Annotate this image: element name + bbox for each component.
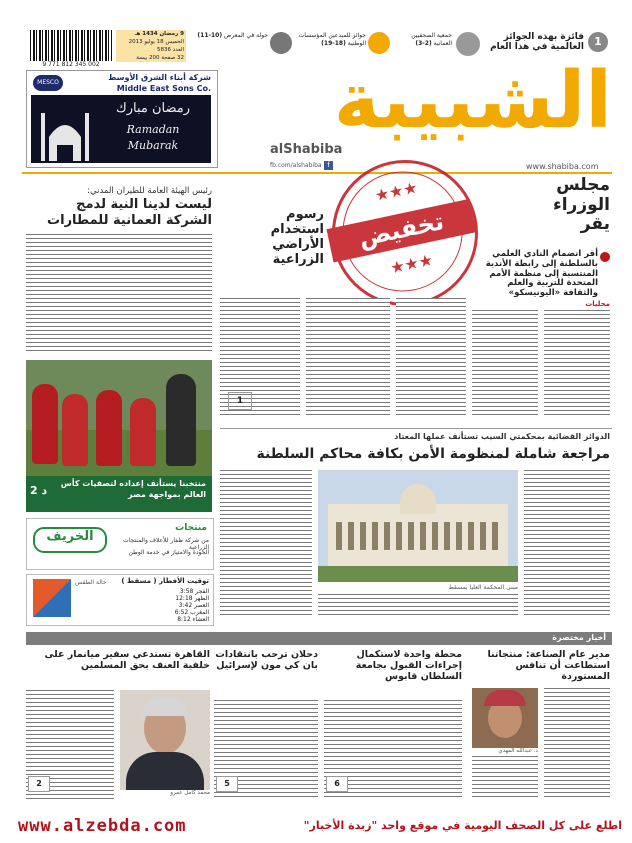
date-line: العدد 5836 bbox=[157, 47, 184, 53]
date-box bbox=[116, 30, 186, 62]
website-url[interactable]: www.shabiba.com bbox=[526, 162, 599, 171]
page-ref-badge: 5 bbox=[216, 776, 238, 792]
teaser[interactable] bbox=[296, 32, 366, 48]
ad-banner[interactable] bbox=[26, 70, 218, 168]
stamp-stars-top: ★★★ bbox=[373, 177, 420, 206]
prayer-time: 3:58 bbox=[179, 588, 194, 595]
date-line: 32 صفحة 200 بيسة bbox=[136, 55, 184, 61]
lead-sub-line: رسوم bbox=[286, 207, 324, 222]
prayer-row bbox=[75, 616, 209, 623]
brief-headline[interactable]: القاهرة تستدعي سفير ميانمار على خلفية العنف بحق المسلمين bbox=[44, 649, 210, 671]
stamp-word: تخفيض bbox=[356, 207, 447, 253]
khareef-line-2: الجودة والامتياز في خدمة الوطن bbox=[128, 549, 209, 556]
barcode bbox=[30, 30, 112, 62]
ad-greeting-en-2: Mubarak bbox=[127, 139, 179, 152]
aviation-kicker: رئيس الهيئة العامة للطيران المدني: bbox=[87, 186, 212, 196]
date-line: الخميس 18 يوليو 2013 bbox=[128, 39, 184, 45]
section-tag: محليات bbox=[585, 300, 610, 308]
teaser-text: جولة في المعرض bbox=[224, 32, 268, 39]
side-story-icon bbox=[600, 252, 610, 262]
prayer-row bbox=[75, 588, 209, 595]
lead-body-col bbox=[306, 298, 390, 418]
player bbox=[96, 390, 122, 466]
footer-url[interactable]: www.alzebda.com bbox=[18, 816, 187, 836]
prayer-row bbox=[75, 595, 209, 602]
brief-photo bbox=[120, 690, 210, 790]
player bbox=[130, 398, 156, 466]
prayer-name: العشاء bbox=[192, 616, 209, 623]
prayer-time: 6:52 bbox=[174, 609, 189, 616]
lead-sub-line: استخدام bbox=[270, 221, 324, 237]
teaser[interactable] bbox=[392, 32, 452, 48]
brief-photo-caption: محمد كامل عمرو bbox=[170, 790, 210, 796]
brief-photo bbox=[472, 688, 538, 748]
sports-page-ref: 2 د bbox=[30, 484, 48, 497]
teaser-main[interactable]: فائزة بهذه الجوائز العالمية في هذا العام bbox=[490, 32, 584, 53]
ad-greeting-ar: رمضان مبارك bbox=[116, 101, 190, 116]
prayer-title: توقيت الأفطار ( مسقط ) bbox=[121, 577, 209, 585]
court-caption: مبنى المحكمة العليا بمسقط bbox=[448, 584, 518, 591]
justice-kicker: الدوائر القضائية بمحكمتي السيب تستأنف عملها المعتاد bbox=[394, 432, 610, 441]
logo-text-ar: الشبيبة bbox=[333, 56, 612, 146]
lead-body-col bbox=[396, 298, 466, 418]
brief-photo-caption: د. عبدالله المهدي bbox=[498, 748, 538, 754]
footer-bar bbox=[0, 812, 632, 840]
weather-label: حالة الطقس bbox=[75, 579, 107, 586]
prayer-name: الظهر bbox=[194, 595, 209, 602]
khareef-title: الخريف bbox=[46, 529, 94, 544]
khareef-label: منتجات bbox=[175, 523, 207, 533]
lead-headline-sub[interactable] bbox=[232, 208, 324, 268]
stamp-stars-bottom: ★★★ bbox=[388, 250, 435, 278]
prayer-name: العصر bbox=[194, 602, 209, 609]
goalkeeper bbox=[166, 374, 196, 466]
aviation-headline-1[interactable]: ليست لدينا النية لدمج bbox=[76, 197, 212, 212]
lead-headline-main[interactable]: مجلس الوزراء يقر bbox=[553, 175, 610, 235]
prayer-row bbox=[75, 609, 209, 616]
brief-headline[interactable]: دحلان ترحب بانتقادات بان كي مون لإسرائيل bbox=[215, 649, 318, 671]
aviation-headline-2[interactable]: الشركة العمانية للمطارات bbox=[47, 213, 212, 228]
khareef-ad[interactable] bbox=[26, 518, 214, 570]
briefs-label: أخبار مختصرة bbox=[552, 633, 606, 642]
prayer-time: 3:42 bbox=[178, 602, 193, 609]
side-story-text[interactable]: أقر انضمام النادي العلمي بالسلطنة إلى رابطة الأندية المنتسبة إلى منظمة الأمم المتحدة للتربية والعلم والثقافة «اليونيسكو» bbox=[485, 249, 598, 299]
prayer-time: 12:18 bbox=[175, 595, 193, 602]
prayer-name: الفجر bbox=[195, 588, 209, 595]
briefs-bar bbox=[26, 632, 612, 645]
teaser-num: (18-19) bbox=[321, 40, 346, 47]
brief-headline[interactable]: مدير عام الصناعة: منتجاتنا استطاعت أن تنافس المستوردة bbox=[487, 649, 610, 682]
masthead-logo[interactable] bbox=[250, 56, 616, 158]
court-photo[interactable] bbox=[318, 470, 518, 582]
masthead-rule bbox=[22, 172, 612, 174]
sports-caption-1 bbox=[56, 478, 206, 500]
teaser-num: (10-11) bbox=[197, 32, 223, 39]
sports-caption-box[interactable] bbox=[26, 476, 212, 512]
mosque-icon bbox=[35, 103, 95, 161]
prayer-times bbox=[75, 588, 209, 623]
lead-body-col bbox=[472, 310, 538, 418]
brief-headline[interactable]: محطة واحدة لاستكمال إجراءات القبول بجامعة السلطان قابوس bbox=[355, 649, 462, 682]
page-ref-badge: 1 bbox=[228, 392, 252, 410]
teaser-number-badge: 1 bbox=[588, 32, 608, 52]
brief-body bbox=[472, 756, 538, 800]
justice-body-col bbox=[318, 594, 518, 616]
sports-caption-line: بمواجهة مصر bbox=[128, 490, 181, 499]
court-lawn bbox=[318, 566, 518, 582]
portrait-suit bbox=[126, 752, 204, 790]
justice-body-col bbox=[524, 470, 610, 616]
player bbox=[32, 384, 58, 464]
teaser[interactable] bbox=[188, 32, 268, 40]
mesco-logo-icon bbox=[33, 75, 63, 91]
court-dome bbox=[400, 484, 436, 514]
portrait-turban bbox=[484, 690, 526, 706]
sports-caption-line: لتصفيات كأس العالم bbox=[60, 479, 206, 499]
teaser-text: جمعية الصحفيين العمانية bbox=[411, 32, 452, 47]
portrait-hair bbox=[142, 698, 188, 716]
social-url[interactable]: fb.com/alshabiba bbox=[270, 162, 322, 169]
logo-text-en: alShabiba bbox=[270, 142, 343, 157]
teaser-num: (2-3) bbox=[415, 40, 432, 47]
justice-body-col bbox=[220, 470, 312, 616]
ad-brand-en: Middle East Sons Co. bbox=[116, 84, 211, 93]
prayer-box bbox=[26, 574, 214, 626]
court-windows bbox=[336, 522, 500, 550]
barcode-digits: 9 771 812 345 002 bbox=[28, 61, 114, 68]
ad-greeting-en-1: Ramadan bbox=[126, 123, 180, 136]
page-ref-badge: 6 bbox=[326, 776, 348, 792]
justice-headline[interactable]: مراجعة شاملة لمنظومة الأمن بكافة محاكم السلطنة bbox=[256, 446, 610, 462]
lead-sub-line: الأراضي الزراعية bbox=[272, 236, 324, 267]
prayer-name: المغرب bbox=[190, 609, 209, 616]
date-line: 9 رمضان 1434 هـ bbox=[134, 31, 184, 37]
prayer-time: 8:12 bbox=[177, 616, 191, 623]
mesco-text: MESCO bbox=[37, 79, 59, 86]
khareef-line-1: من شركة ظفار للأعلاف والمنتجات الزراعية bbox=[123, 537, 209, 551]
teaser-text: جوائز للمبدعين المؤسسات الوطنية bbox=[298, 32, 366, 47]
brief-body bbox=[544, 688, 610, 800]
teaser-logo-icon bbox=[368, 32, 390, 54]
ad-image bbox=[31, 95, 211, 163]
teaser-thumb bbox=[270, 32, 292, 54]
lead-body-col bbox=[544, 310, 610, 418]
prayer-row bbox=[75, 602, 209, 609]
player bbox=[62, 394, 88, 466]
footer-promo[interactable]: اطلع على كل الصحف اليومية في موقع واحد "زبدة الأخبار" bbox=[303, 819, 622, 832]
aviation-body bbox=[26, 234, 212, 352]
ad-brand-ar: شركة أبناء الشرق الأوسط bbox=[108, 73, 211, 82]
teaser-thumb bbox=[456, 32, 480, 56]
weather-icon bbox=[33, 579, 71, 617]
facebook-icon[interactable]: f bbox=[324, 161, 333, 170]
page-ref-badge: 2 bbox=[28, 776, 50, 792]
sports-photo[interactable] bbox=[26, 360, 212, 476]
justice-rule bbox=[220, 428, 612, 429]
sports-caption-line: منتخبنا يستأنف إعداده bbox=[119, 479, 206, 488]
